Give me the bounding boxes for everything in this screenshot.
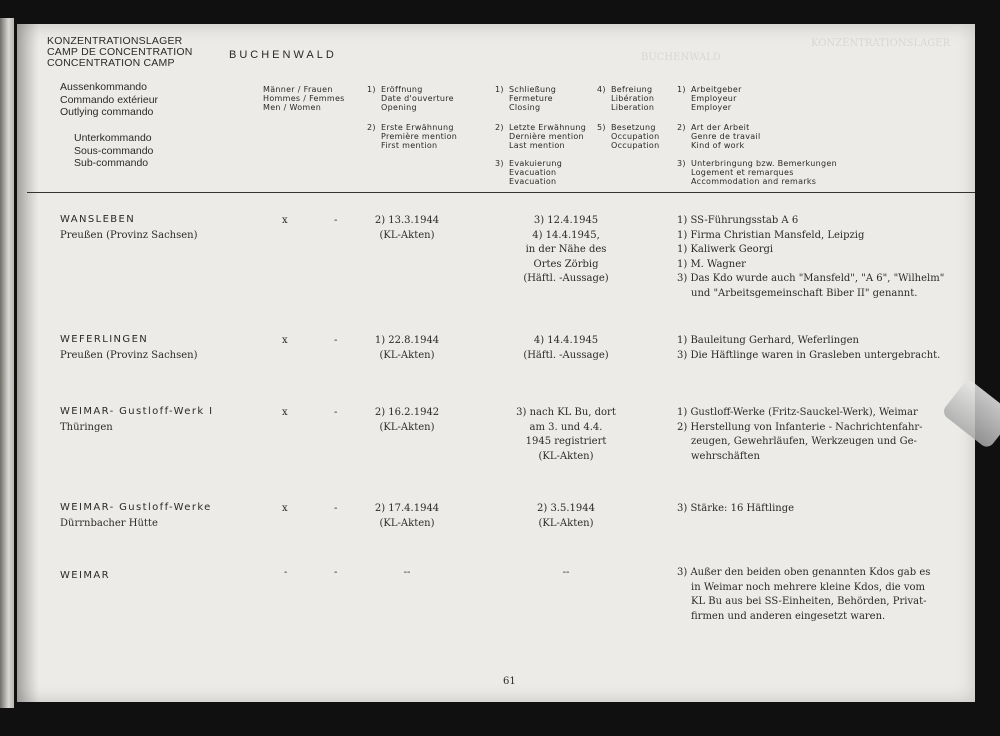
entry-remarks: [677, 566, 930, 624]
legend-num: 3): [495, 159, 504, 168]
legend-employer: [677, 85, 742, 112]
opening-line: 2) 13.3.1944: [374, 215, 440, 226]
remark-line: 3) Stärke: 16 Häftlinge: [677, 503, 795, 514]
remark-line: 2) Herstellung von Infanterie - Nachrichtenfahr-: [677, 421, 923, 433]
remark-line: wehrschäften: [691, 450, 760, 462]
legend-last-mention: [495, 123, 586, 150]
entry-name: WEFERLINGEN: [60, 334, 149, 345]
legend-num: 1): [367, 85, 376, 94]
legend-liberation-en: Liberation: [611, 103, 655, 112]
entry-name: WEIMAR- Gustloff-Werk I: [60, 406, 214, 417]
camp-type-de: KONZENTRATIONSLAGER: [47, 35, 183, 47]
closing-line: 2) 3.5.1944: [537, 503, 595, 514]
legend-employer-en: Employer: [691, 103, 732, 112]
entry-remarks: [677, 502, 794, 517]
entry-men: x: [282, 335, 288, 346]
legend-liberation: [597, 85, 654, 112]
remark-line: zeugen, Gewehrläufen, Werkzeugen und Ge-: [691, 436, 917, 447]
legend-opening: [367, 85, 454, 112]
entry-women: -: [334, 567, 338, 578]
closing-line: 4) 14.4.1945: [533, 335, 599, 346]
entry-region: Thüringen: [60, 422, 113, 433]
legend-liberation-de: Befreiung: [611, 85, 653, 94]
entry-women: -: [334, 335, 338, 346]
remark-line: 1) Bauleitung Gerhard, Weferlingen: [677, 335, 859, 346]
entry-men: x: [282, 215, 288, 226]
legend-closing-en: Closing: [509, 103, 541, 112]
legend-num: 2): [495, 123, 504, 132]
kommando-de: Aussenkommando: [60, 81, 147, 93]
legend-kind-of-work-en: Kind of work: [691, 141, 745, 150]
legend-first-mention-de: Erste Erwähnung: [381, 123, 454, 132]
legend-num: 1): [495, 85, 504, 94]
entry-region: Preußen (Provinz Sachsen): [60, 230, 198, 241]
camp-name: BUCHENWALD: [229, 49, 337, 61]
legend-occupation-de: Besetzung: [611, 123, 656, 132]
opening-line: 2) 17.4.1944: [374, 503, 440, 514]
opening-line: --: [403, 567, 411, 578]
entry-name: WEIMAR: [60, 570, 110, 581]
remark-line: 1) Gustloff-Werke (Fritz-Sauckel-Werk), Weimar: [677, 407, 918, 418]
legend-kind-of-work-de: Art der Arbeit: [691, 123, 750, 132]
remark-line: 1) Firma Christian Mansfeld, Leipzig: [677, 229, 865, 241]
camp-type-fr: CAMP DE CONCENTRATION: [47, 46, 193, 58]
legend-evacuation-en: Evacuation: [509, 177, 557, 186]
opening-source: (KL-Akten): [379, 421, 435, 433]
entry-region: Dürrnbacher Hütte: [60, 518, 158, 529]
opening-source: (KL-Akten): [379, 229, 435, 241]
legend-first-mention-fr: Première mention: [381, 132, 458, 141]
entry-women: -: [334, 503, 338, 514]
legend-last-mention-fr: Dernière mention: [509, 132, 584, 141]
entry-men: -: [284, 567, 288, 578]
legend-gender-de: Männer / Frauen: [263, 85, 333, 94]
closing-line: --: [562, 567, 570, 578]
legend-closing: [495, 85, 556, 112]
legend-num: 1): [677, 85, 686, 94]
legend-num: 2): [367, 123, 376, 132]
legend-liberation-fr: Libération: [611, 94, 655, 103]
remark-line: in Weimar noch mehrere kleine Kdos, die vom: [691, 581, 926, 593]
entry-opening: [363, 566, 451, 581]
page-number: 61: [503, 676, 516, 687]
legend-kind-of-work-fr: Genre de travail: [691, 132, 761, 141]
entry-opening: [363, 406, 451, 435]
kommando-en: Outlying commando: [60, 106, 154, 118]
entry-remarks: [677, 334, 940, 363]
legend-num: 3): [677, 159, 686, 168]
show-through-text: BUCHENWALD: [641, 52, 721, 63]
legend-employer-de: Arbeitgeber: [691, 85, 742, 94]
closing-line: 4) 14.4.1945,: [532, 229, 600, 241]
legend-employer-fr: Employeur: [691, 94, 737, 103]
legend-remarks: [677, 159, 837, 186]
legend-occupation-fr: Occupation: [611, 132, 660, 141]
closing-line: (Häftl. -Aussage): [523, 273, 609, 284]
remark-line: 1) Kaliwerk Georgi: [677, 244, 774, 255]
remark-line: 1) SS-Führungsstab A 6: [677, 215, 799, 226]
camp-type-en: CONCENTRATION CAMP: [47, 57, 175, 69]
legend-remarks-fr: Logement et remarques: [691, 168, 794, 177]
closing-line: 3) nach KL Bu, dort: [516, 407, 616, 418]
opening-line: 1) 22.8.1944: [374, 335, 440, 346]
closing-line: (KL-Akten): [538, 450, 594, 462]
legend-opening-de: Eröffnung: [381, 85, 423, 94]
legend-first-mention: [367, 123, 457, 150]
facing-page-edge: [0, 18, 14, 708]
legend-closing-de: Schließung: [509, 85, 557, 94]
legend-closing-fr: Fermeture: [509, 94, 553, 103]
legend-remarks-en: Accommodation and remarks: [691, 177, 817, 186]
remark-line: 3) Die Häftlinge waren in Grasleben untergebracht.: [677, 349, 941, 361]
closing-line: (Häftl. -Aussage): [523, 349, 609, 361]
entry-closing: [512, 406, 620, 464]
header-rule: [27, 192, 975, 193]
entry-closing: [512, 334, 620, 363]
book-page: [17, 24, 975, 702]
entry-closing: [512, 566, 620, 581]
remark-line: 3) Das Kdo wurde auch "Mansfeld", "A 6", "Wilhelm": [677, 273, 945, 284]
entry-remarks: [677, 406, 923, 464]
entry-men: x: [282, 407, 288, 418]
sub-en: Sub-commando: [74, 157, 149, 169]
legend-num: 2): [677, 123, 686, 132]
remark-line: und "Arbeitsgemeinschaft Biber II" genannt.: [691, 287, 918, 299]
remark-line: 3) Außer den beiden oben genannten Kdos gab es: [677, 567, 931, 578]
legend-kind-of-work: [677, 123, 761, 150]
entry-closing: [512, 214, 620, 287]
entry-closing: [512, 502, 620, 531]
legend-evacuation-de: Evakuierung: [509, 159, 563, 168]
legend-last-mention-en: Last mention: [509, 141, 565, 150]
closing-line: Ortes Zörbig: [533, 258, 599, 270]
remark-line: 1) M. Wagner: [677, 258, 746, 270]
opening-source: (KL-Akten): [379, 517, 435, 529]
kommando-heading: [60, 81, 158, 119]
closing-line: 3) 12.4.1945: [533, 215, 599, 226]
legend-gender-fr: Hommes / Femmes: [263, 94, 345, 103]
closing-line: (KL-Akten): [538, 517, 594, 529]
show-through-text: KONZENTRATIONSLAGER: [811, 38, 951, 49]
entry-name: WEIMAR- Gustloff-Werke: [60, 502, 212, 513]
entry-name: WANSLEBEN: [60, 214, 136, 225]
entry-opening: [363, 214, 451, 243]
legend-gender-en: Men / Women: [263, 103, 322, 112]
entry-men: x: [282, 503, 288, 514]
closing-line: in der Nähe des: [525, 244, 607, 255]
sub-kommando-heading: [74, 132, 153, 170]
legend-opening-fr: Date d'ouverture: [381, 94, 454, 103]
sub-de: Unterkommando: [74, 132, 152, 144]
legend-num: 4): [597, 85, 606, 94]
legend-opening-en: Opening: [381, 103, 417, 112]
entry-women: -: [334, 215, 338, 226]
spine-shadow: [17, 24, 39, 702]
closing-line: am 3. und 4.4.: [529, 421, 603, 433]
closing-line: 1945 registriert: [525, 436, 607, 447]
legend-gender: [263, 85, 345, 112]
remark-line: firmen und anderen eingesetzt waren.: [691, 610, 886, 622]
legend-occupation: [597, 123, 659, 150]
legend-first-mention-en: First mention: [381, 141, 438, 150]
legend-remarks-de: Unterbringung bzw. Bemerkungen: [691, 159, 837, 168]
opening-line: 2) 16.2.1942: [374, 407, 440, 418]
entry-remarks: [677, 214, 944, 301]
entry-region: Preußen (Provinz Sachsen): [60, 350, 198, 361]
legend-occupation-en: Occupation: [611, 141, 660, 150]
remark-line: KL Bu aus bei SS-Einheiten, Behörden, Privat-: [691, 596, 927, 607]
legend-num: 5): [597, 123, 606, 132]
entry-women: -: [334, 407, 338, 418]
camp-type-heading: [47, 36, 193, 69]
opening-source: (KL-Akten): [379, 349, 435, 361]
legend-last-mention-de: Letzte Erwähnung: [509, 123, 587, 132]
sub-fr: Sous-commando: [74, 144, 154, 157]
legend-evacuation-fr: Evacuation: [509, 168, 557, 177]
legend-evacuation: [495, 159, 562, 186]
entry-opening: [363, 502, 451, 531]
kommando-fr: Commando extérieur: [60, 93, 159, 106]
entry-opening: [363, 334, 451, 363]
